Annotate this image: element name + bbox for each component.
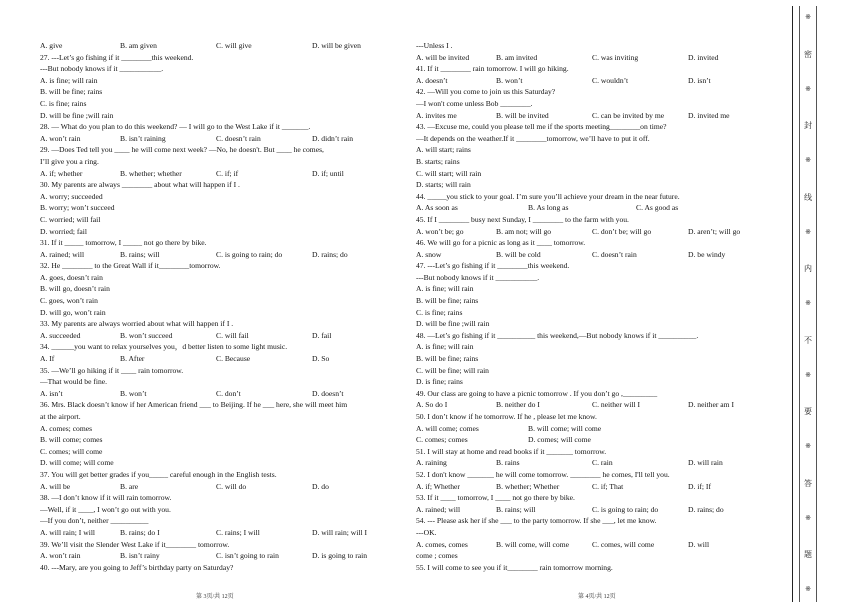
answer-option: D. do [312, 481, 329, 491]
answer-option: C. neither will I [592, 400, 641, 410]
answer-option: C. will do [216, 481, 247, 491]
binding-char: 要 [804, 407, 812, 417]
question-line: —Well, if it ____, I won’t go out with you. [40, 504, 171, 514]
question-line: 51. I will stay at home and read books if it _______ tomorrow. [416, 446, 607, 456]
binding-char: 答 [804, 478, 812, 488]
page-footer-left: 第 3页/共 12页 [196, 594, 234, 600]
answer-option: C. comes, will come [592, 539, 655, 549]
answer-option: D. rains; do [688, 504, 724, 514]
answer-option: B. won’t [120, 388, 147, 398]
answer-option: A. won’t be; go [416, 226, 464, 236]
answer-option: D. invited [688, 52, 719, 62]
answer-option: C. is going to rain; do [216, 249, 283, 259]
answer-option: A. doesn’t [416, 75, 448, 85]
binding-char: 封 [804, 121, 812, 131]
binding-mark: ※ [805, 156, 811, 164]
answer-option: D. doesn’t [312, 388, 344, 398]
binding-char: 不 [804, 335, 812, 345]
answer-option: D. will rain; will I [312, 527, 368, 537]
answer-option: D. will rain [688, 458, 723, 468]
question-line: A. is fine; will rain [416, 342, 474, 352]
question-line: 29. —Does Ted tell you ____ he will come next week? —No, he doesn't. But ____ he comes, [40, 145, 324, 155]
answer-option: D. didn’t rain [312, 133, 353, 143]
question-line: D. worried; fail [40, 226, 88, 236]
question-line: 31. If it _____ tomorrow, I _____ not go there by bike. [40, 238, 207, 248]
question-line: A. comes; comes [40, 423, 93, 433]
binding-mark: ※ [805, 370, 811, 379]
question-line: C. will start; will rain [416, 168, 482, 178]
answer-option: B. am invited [496, 52, 538, 62]
binding-mark: ※ [805, 84, 811, 93]
question-line: A. worry; succeeded [40, 191, 103, 201]
question-line: 39. We’ll visit the Slender West Lake if it________ tomorrow. [40, 539, 230, 549]
question-line: B. starts; rains [416, 156, 460, 166]
answer-option: C. Because [216, 354, 251, 364]
answer-option: B. won’t succeed [120, 330, 173, 340]
question-line: 46. We will go for a picnic as long as it ____ tomorrow. [416, 238, 586, 248]
answer-option: C. if; That [592, 481, 624, 491]
binding-line-strip [792, 6, 821, 602]
answer-option: B. rains [496, 458, 520, 468]
answer-option: B. After [120, 354, 145, 364]
answer-option: B. won’t [496, 75, 523, 85]
question-line: ---Unless I . [416, 41, 453, 50]
question-line: 27. ---Let’s go fishing if it ________this weekend. [40, 52, 194, 62]
answer-options-row [416, 539, 778, 551]
question-line: 38. —I don’t know if it will rain tomorrow. [40, 493, 172, 503]
answer-option: D. is going to rain [312, 551, 368, 561]
answer-option: A. will come; comes [416, 423, 479, 433]
answer-option: A. So do I [416, 400, 448, 410]
page-footer-right: 第 4页/共 12页 [578, 594, 616, 600]
question-line: —That would be fine. [40, 377, 108, 387]
answer-option: D. comes; will come [528, 435, 591, 445]
answer-option: C. if; if [216, 168, 239, 178]
answer-option: B. am given [120, 41, 157, 50]
question-line: 37. You will get better grades if you_____ careful enough in the English tests. [40, 469, 277, 479]
question-line: 28. — What do you plan to do this weekend? — I will go to the West Lake if it _______. [40, 122, 311, 132]
question-line: 30. My parents are always ________ about what will happen if I . [40, 180, 240, 190]
answer-option: C. will give [216, 41, 252, 50]
question-line: A. goes, doesn’t rain [40, 272, 103, 282]
question-line: I’ll give you a ring. [40, 156, 99, 166]
answer-option: B. will be cold [496, 249, 541, 259]
answer-options-row [40, 353, 400, 365]
answer-option: A. if; whether [40, 168, 83, 178]
answer-option: B. rains; do I [120, 527, 160, 537]
question-line: —If you don’t, neither __________ [40, 516, 149, 526]
question-line: C. worried; will fail [40, 214, 101, 224]
answer-option: D. rains; do [312, 249, 348, 259]
binding-char: 密 [804, 49, 812, 59]
binding-char: 内 [804, 264, 812, 274]
question-line: 42. —Will you come to join us this Saturday? [416, 87, 556, 97]
question-line: B. will go, doesn’t rain [40, 284, 110, 294]
answer-option: D. aren’t; will go [688, 226, 741, 236]
question-line: ---But nobody knows if it ___________. [416, 272, 540, 282]
answer-option: A. will rain; I will [40, 527, 96, 537]
answer-option: A. snow [416, 249, 442, 259]
question-line: 32. He ________ to the Great Wall if it________tomorrow. [40, 261, 221, 271]
right-page-column [416, 40, 778, 573]
answer-option: C. can be invited by me [592, 110, 665, 120]
binding-mark: ※ [805, 299, 811, 307]
question-line: —I won't come unless Bob ________. [416, 98, 533, 108]
answer-option: A. give [40, 41, 63, 50]
answer-option: D. fail [312, 330, 332, 340]
answer-option: B. neither do I [496, 400, 540, 410]
question-line: 45. If I ________ busy next Sunday, I ________ to the farm with you. [416, 214, 629, 224]
question-line: A. will start; rains [416, 145, 471, 155]
answer-options-row [40, 550, 400, 562]
answer-option: D. if; until [312, 168, 344, 178]
answer-options-row [40, 330, 400, 342]
answer-option: C. doesn’t rain [216, 133, 261, 143]
binding-mark: ※ [805, 13, 811, 21]
question-line: D. will come; will come [40, 458, 114, 468]
answer-option: B. whether; Whether [496, 481, 560, 491]
question-line: 55. I will come to see you if it________ rain tomorrow morning. [416, 562, 613, 572]
answer-options-row [416, 249, 778, 261]
answer-options-row [416, 226, 778, 238]
question-line: ---But nobody knows if it ___________. [40, 64, 164, 74]
answer-option: B. will come, will come [496, 539, 569, 549]
question-line: 47. ---Let’s go fishing if it ________this weekend. [416, 261, 570, 271]
question-line: D. will be fine ;will rain [416, 319, 490, 329]
answer-option: A. isn’t [40, 388, 63, 398]
question-line: 43. —Excuse me, could you please tell me if the sports meeting________on time? [416, 122, 667, 132]
question-line: C. is fine; rains [416, 307, 463, 317]
answer-option: A. raining [416, 458, 447, 468]
binding-mark: ※ [805, 585, 811, 593]
question-line: B. will be fine; rains [416, 354, 479, 364]
answer-option: A. won’t rain [40, 551, 81, 561]
answer-options-row [416, 52, 778, 64]
question-line: 34. ______you want to relax yourselves you，d better listen to some light music. [40, 342, 288, 352]
question-line: B. will be fine; rains [40, 87, 103, 97]
answer-option: A. will be [40, 481, 71, 491]
left-page-column [40, 40, 400, 573]
answer-option: B. isn’t rainy [120, 551, 160, 561]
answer-options-row [416, 434, 778, 446]
question-line: D. will be fine ;will rain [40, 110, 114, 120]
answer-option: C. is going to rain; do [592, 504, 659, 514]
question-line: 41. If it ________ rain tomorrow. I will go hiking. [416, 64, 569, 74]
answer-options-row [416, 399, 778, 411]
question-line: 36. Mrs. Black doesn’t know if her American friend ___ to Beijing. If he ___ here, she will meet him [40, 400, 348, 410]
question-line: 52. I don't know _______ he will come tomorrow. ________ he comes, I'll tell you. [416, 469, 670, 479]
answer-option: B. whether; whether [120, 168, 182, 178]
question-line: at the airport. [40, 412, 81, 421]
answer-option: D. So [312, 354, 330, 364]
answer-option: D. invited me [688, 110, 730, 120]
answer-option: C. isn’t going to rain [216, 551, 279, 561]
answer-options-row [40, 481, 400, 493]
answer-option: C. comes; comes [416, 435, 468, 445]
answer-option: A. rained; will [40, 249, 85, 259]
answer-option: A. succeeded [40, 330, 81, 340]
answer-options-row [40, 249, 400, 261]
question-line: 49. Our class are going to have a picnic tomorrow . If you don’t go ,_________ [416, 388, 658, 398]
answer-option: B. As long as [528, 203, 569, 213]
answer-option: A. comes, comes [416, 539, 468, 549]
answer-options-row [416, 481, 778, 493]
answer-option: C. will fail [216, 330, 249, 340]
answer-option: B. rains; will [120, 249, 160, 259]
answer-options-row [416, 457, 778, 469]
question-line: 40. ---Mary, are you going to Jeff’s birthday party on Saturday? [40, 562, 234, 572]
question-line: D. starts; will rain [416, 180, 471, 190]
binding-mark: ※ [805, 442, 811, 450]
question-line: 50. I don’t know if he tomorrow. If he , please let me know. [416, 412, 597, 421]
answer-option: B. rains; will [496, 504, 536, 514]
binding-line-box [799, 6, 817, 602]
answer-options-row [416, 423, 778, 435]
answer-option: D. be windy [688, 249, 726, 259]
answer-option: D. will be given [312, 41, 361, 50]
question-line: D. is fine; rains [416, 377, 463, 387]
answer-option: B. will come; will come [528, 423, 602, 433]
question-line: A. is fine; will rain [40, 75, 98, 85]
binding-mark: ※ [805, 227, 811, 236]
answer-options-row [40, 168, 400, 180]
answer-options-row [40, 133, 400, 145]
question-line: ---OK. [416, 527, 437, 537]
question-line: D. will go, won’t rain [40, 307, 106, 317]
answer-option: D. neither am I [688, 400, 734, 410]
answer-option: B. am not; will go [496, 226, 552, 236]
answer-option: C. wouldn’t [592, 75, 629, 85]
answer-option: C. doesn’t rain [592, 249, 637, 259]
question-line: B. will come; comes [40, 435, 103, 445]
answer-option: D. will [688, 539, 710, 549]
answer-options-row [416, 504, 778, 516]
question-line: C. is fine; rains [40, 98, 87, 108]
answer-option: A. If [40, 354, 55, 364]
answer-option: A. won’t rain [40, 133, 81, 143]
answer-option: C. rain [592, 458, 613, 468]
question-line: —It depends on the weather.If it ________tomorrow, we’ll have to put it off. [416, 133, 650, 143]
question-line: 44. _____you stick to your goal. I’m sure you’ll achieve your dream in the near future. [416, 191, 680, 201]
answer-option: C. was inviting [592, 52, 639, 62]
question-line: A. is fine; will rain [416, 284, 474, 294]
question-line: 54. --- Please ask her if she ___ to the party tomorrow. If she ___, let me know. [416, 516, 657, 526]
answer-option: C. As good as [636, 203, 679, 213]
answer-options-row [416, 202, 778, 214]
question-line: 48. —Let’s go fishing if it __________ this weekend,—But nobody knows if it __________. [416, 330, 699, 340]
answer-option: B. isn’t raining [120, 133, 166, 143]
question-line: C. comes; will come [40, 446, 103, 456]
answer-option: A. will be invited [416, 52, 470, 62]
question-line: 33. My parents are always worried about what will happen if I . [40, 319, 234, 329]
answer-option: A. As soon as [416, 203, 458, 213]
question-line: C. will be fine; will rain [416, 365, 489, 375]
answer-option: A. if; Whether [416, 481, 460, 491]
answer-option: B. will be invited [496, 110, 549, 120]
answer-options-row [40, 40, 400, 52]
answer-option: C. rains; I will [216, 527, 260, 537]
answer-options-row [416, 75, 778, 87]
question-line: B. will be fine; rains [416, 296, 479, 306]
answer-option: A. rained; will [416, 504, 461, 514]
answer-options-row [40, 388, 400, 400]
question-line: come ; comes [416, 551, 458, 561]
binding-mark: ※ [805, 513, 811, 522]
question-line: 35. —We’ll go hiking if it ____ rain tomorrow. [40, 365, 184, 375]
answer-option: B. are [120, 481, 139, 491]
answer-option: D. if; If [688, 481, 711, 491]
answer-option: D. isn’t [688, 75, 711, 85]
answer-option: A. invites me [416, 110, 457, 120]
question-line: B. worry; won’t succeed [40, 203, 115, 213]
question-line: C. goes, won’t rain [40, 296, 98, 306]
answer-options-row [416, 110, 778, 122]
answer-option: C. don’t [216, 388, 241, 398]
answer-options-row [40, 527, 400, 539]
answer-option: C. don’t be; will go [592, 226, 652, 236]
binding-char: 线 [804, 192, 812, 202]
binding-char: 题 [804, 550, 812, 560]
question-line: 53. If it ____ tomorrow, I ____ not go there by bike. [416, 493, 575, 503]
